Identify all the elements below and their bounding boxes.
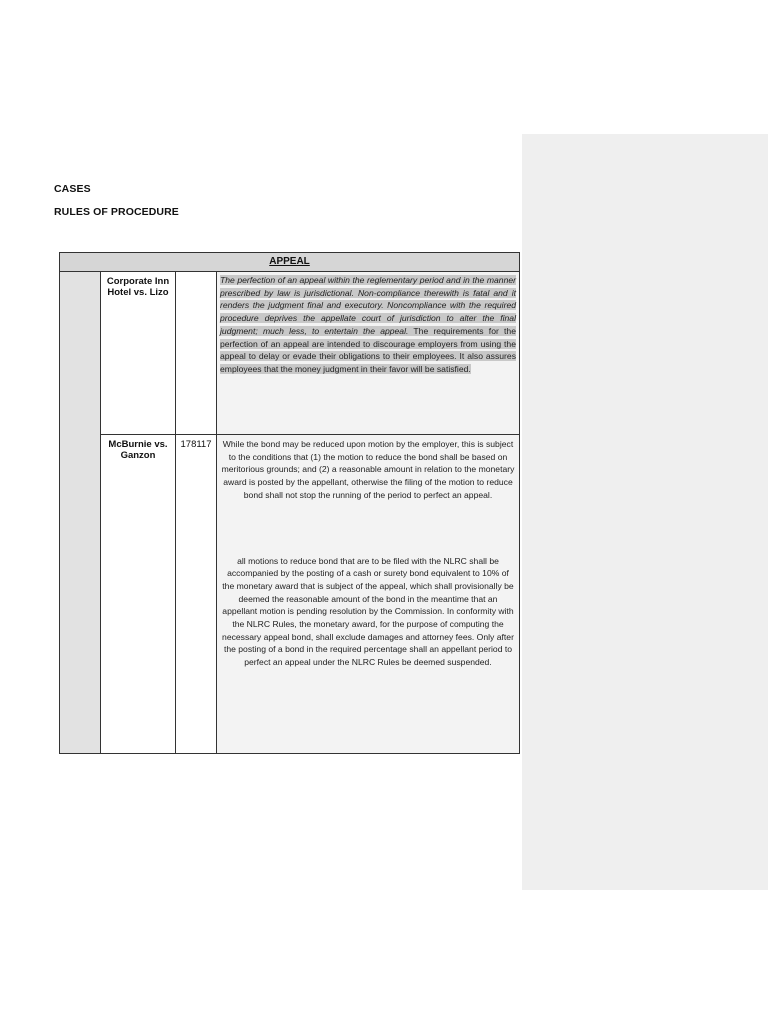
ruling-plain-text: The requirements for the perfection of an appeal are intended to discourage employers from using the appeal to delay or evade their obligations to their employees. It also assures employees that the money judgment in their favor will be satisfied. bbox=[220, 325, 516, 374]
gr-number-cell: 178117 bbox=[175, 435, 216, 753]
case-name-cell: Corporate Inn Hotel vs. Lizo bbox=[100, 272, 175, 435]
table-header bbox=[59, 252, 520, 272]
heading-rules-of-procedure: RULES OF PROCEDURE bbox=[54, 206, 179, 218]
row-gutter-cell bbox=[59, 272, 100, 435]
ruling-italic-text: The perfection of an appeal within the reglementary period and in the manner prescribed by law is jurisdictional. Non-compliance therewith is fatal and it renders the judgment final and executory. Noncompliance with the required procedure deprives the appellate court of jurisdiction to alter the final judgment; much less, to entertain the appeal. bbox=[220, 275, 516, 336]
case-name-cell: McBurnie vs. Ganzon bbox=[100, 435, 175, 753]
ruling-paragraph bbox=[217, 272, 519, 376]
row-gutter-cell bbox=[59, 435, 100, 753]
ruling-paragraph: While the bond may be reduced upon motion by the employer, this is subject to the conditions that (1) the motion to reduce the bond shall be based on meritorious grounds; and (2) a reasonable amount in relation to the monetary award is posted by the appellant, otherwise the filing of the motion to reduce bond shall not stop the running of the period to perfect an appeal. bbox=[221, 439, 515, 500]
heading-cases: CASES bbox=[54, 183, 91, 195]
table-header-label: APPEAL bbox=[269, 256, 310, 267]
appeal-table bbox=[59, 252, 520, 754]
ruling-cell bbox=[216, 435, 520, 753]
gr-number-cell bbox=[175, 272, 216, 435]
ruling-cell bbox=[216, 272, 520, 435]
ruling-paragraph: all motions to reduce bond that are to be filed with the NLRC shall be accompanied by the posting of a cash or surety bond equivalent to 10% of the monetary award that is subject of the appeal, which shall provisionally be deemed the reasonable amount of the bond in the meantime that an appellant motion is pending resolution by the Commission. In conformity with the NLRC Rules, the monetary award, for the purpose of computing the necessary appeal bond, shall exclude damages and attorney fees. Only after the posting of a bond in the required percentage shall an appellant period to perfect an appeal under the NLRC Rules be deemed suspended. bbox=[222, 555, 514, 668]
comment-sidebar bbox=[522, 134, 768, 890]
table-row bbox=[59, 272, 520, 435]
table-row bbox=[59, 435, 520, 754]
